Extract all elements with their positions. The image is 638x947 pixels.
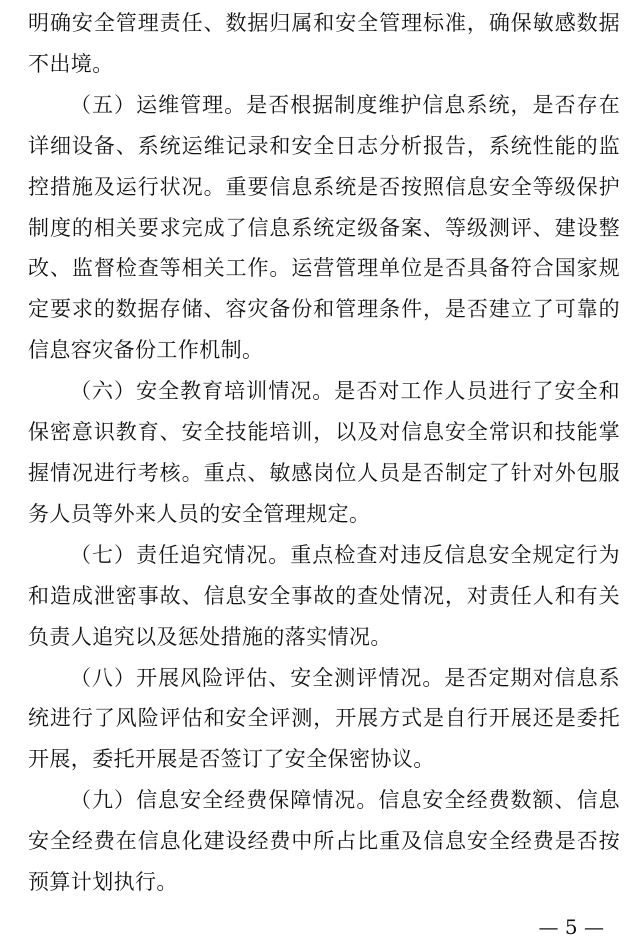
paragraph-security-training: （六）安全教育培训情况。是否对工作人员进行了安全和保密意识教育、安全技能培训，以及对信息安全常识和技能掌握情况进行考核。重点、敏感岗位人员是否制定了针对外包服务人员等外来人员的安全管理规定。: [28, 379, 620, 526]
paragraph-security-funding: （九）信息安全经费保障情况。信息安全经费数额、信息安全经费在信息化建设经费中所占比重及信息安全经费是否按预算计划执行。: [28, 788, 620, 895]
page-number: — 5 —: [538, 915, 604, 939]
paragraph-accountability: （七）责任追究情况。重点检查对违反信息安全规定行为和造成泄密事故、信息安全事故的查处情况，对责任人和有关负责人追究以及惩处措施的落实情况。: [28, 542, 620, 649]
paragraph-risk-assessment: （八）开展风险评估、安全测评情况。是否定期对信息系统进行了风险评估和安全评测，开展方式是自行开展还是委托开展，委托开展是否签订了安全保密协议。: [28, 665, 620, 772]
paragraph-continuation: 明确安全管理责任、数据归属和安全管理标准，确保敏感数据不出境。: [28, 11, 620, 76]
paragraph-operations-management: （五）运维管理。是否根据制度维护信息系统，是否存在详细设备、系统运维记录和安全日志分析报告，系统性能的监控措施及运行状况。重要信息系统是否按照信息安全等级保护制度的相关要求完成了信息系统定级备案、等级测评、建设整改、监督检查等相关工作。运营管理单位是否具备符合国家规定要求的数据存储、容灾备份和管理条件，是否建立了可靠的信息容灾备份工作机制。: [28, 92, 620, 363]
